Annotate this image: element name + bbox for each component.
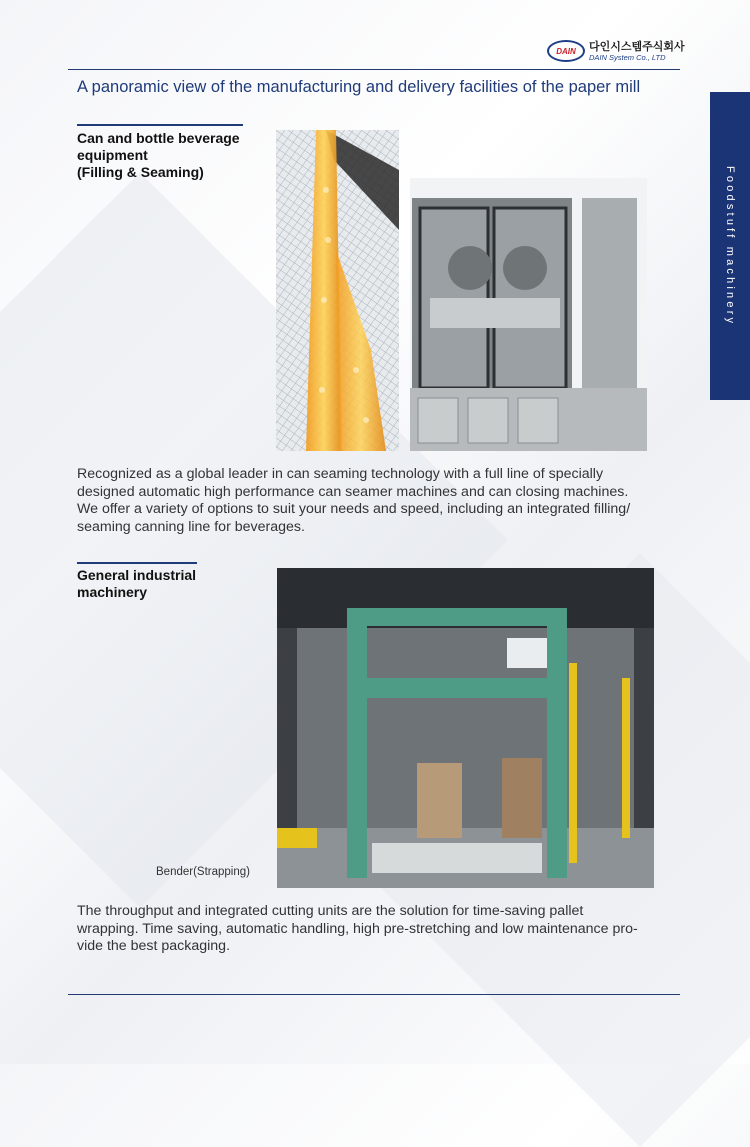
- side-category-tab: [710, 92, 750, 400]
- footer-divider: [68, 994, 680, 995]
- section-rule: [77, 124, 243, 126]
- body-line: The throughput and integrated cutting units are the solution for time-saving pallet: [77, 903, 584, 919]
- logo-english-name: DAIN System Co., LTD: [589, 52, 666, 62]
- logo-korean-name: 다인시스템주식회사: [589, 39, 685, 53]
- filling-seaming-machine-photo: [410, 178, 647, 451]
- heading-line: equipment: [77, 147, 148, 163]
- heading-line: machinery: [77, 584, 148, 600]
- company-logo: [547, 40, 685, 62]
- section-heading-industrial: [77, 567, 196, 601]
- bottle-conveyor-photo: [276, 130, 399, 451]
- body-line: vide the best packaging.: [77, 938, 231, 954]
- body-line: designed automatic high performance can seamer machines and can closing machines.: [77, 483, 629, 500]
- section-body-beverage: [77, 466, 630, 536]
- side-category-label: Foodstuff machinery: [724, 165, 736, 327]
- body-line: wrapping. Time saving, automatic handling, high pre-stretching and low maintenance pro-: [77, 920, 638, 937]
- header-divider: [68, 69, 680, 70]
- section-heading-beverage: [77, 130, 240, 181]
- body-line: seaming canning line for beverages.: [77, 518, 305, 535]
- section-rule: [77, 562, 197, 564]
- body-line: We offer a variety of options to suit your needs and speed, including an integrated filling/: [77, 501, 631, 517]
- strapping-machine-photo: [277, 568, 654, 888]
- heading-line: Can and bottle beverage: [77, 130, 240, 146]
- photo-caption: Bender(Strapping): [156, 866, 250, 878]
- page-title: A panoramic view of the manufacturing and delivery facilities of the paper mill: [77, 78, 641, 96]
- section-body-industrial: [77, 903, 638, 956]
- heading-line: (Filling & Seaming): [77, 164, 204, 180]
- heading-line: General industrial: [77, 567, 197, 583]
- body-line: Recognized as a global leader in can seaming technology with a full line of specially: [77, 466, 604, 482]
- logo-mark: DAIN: [547, 40, 585, 62]
